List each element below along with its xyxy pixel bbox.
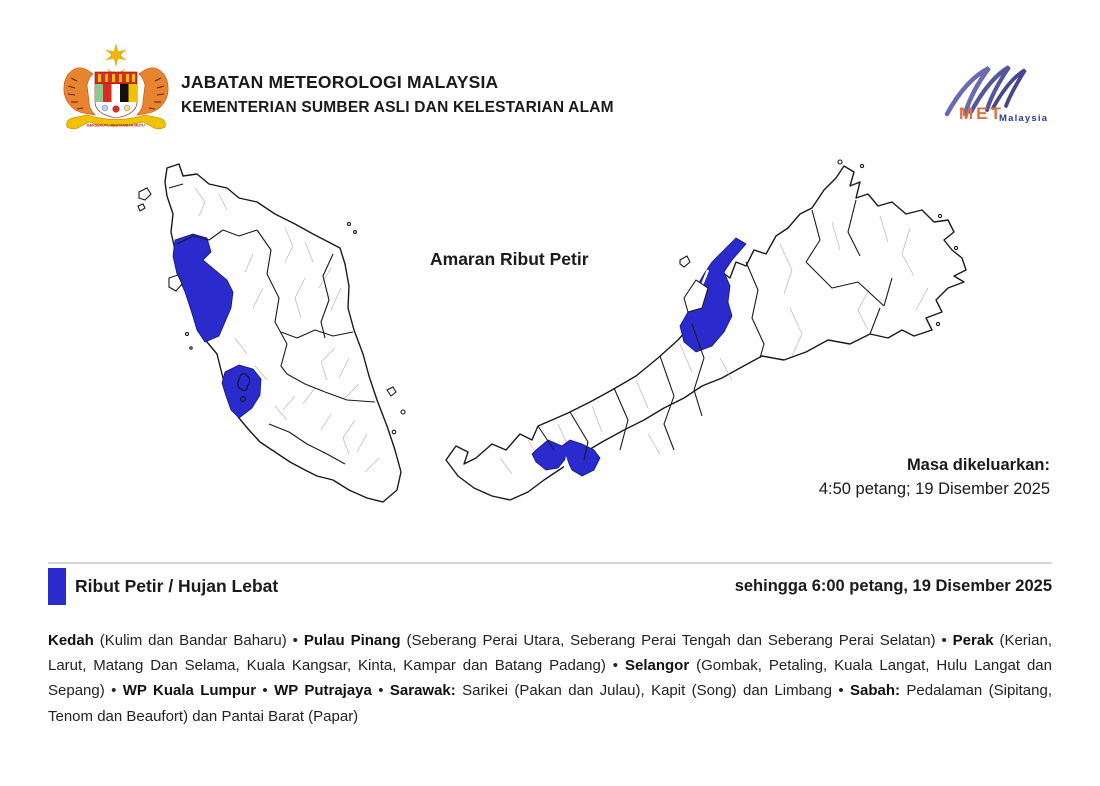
met-logo-text: MET (959, 104, 1004, 123)
ministry-name: KEMENTERIAN SUMBER ASLI DAN KELESTARIAN ALAM (181, 98, 614, 116)
crest-motto-text: BERSEKUTU BERTAMBAH MUTU (87, 123, 145, 128)
legend-valid-until: sehingga 6:00 petang, 19 Disember 2025 (734, 577, 1052, 595)
crest-shield (95, 72, 137, 118)
legend-swatch (48, 568, 66, 605)
legend-divider (48, 562, 1052, 564)
issue-time-block (819, 456, 1050, 499)
met-malaysia-logo (933, 62, 1048, 128)
legend-row (48, 567, 1052, 605)
met-logo-malaysia-text: Malaysia (999, 113, 1048, 124)
issue-time-value: 4:50 petang; 19 Disember 2025 (818, 480, 1050, 498)
legend-label: Ribut Petir / Hujan Lebat (75, 576, 279, 596)
malaysia-coat-of-arms (55, 42, 177, 139)
agency-name: JABATAN METEOROLOGI MALAYSIA (181, 72, 499, 92)
map-title: Amaran Ribut Petir (430, 249, 589, 269)
issue-time-label: Masa dikeluarkan: (906, 456, 1050, 474)
agency-header (181, 71, 614, 119)
warning-text: Kedah (Kulim dan Bandar Baharu) • Pulau Pinang (Seberang Perai Utara, Seberang Perai Tengah dan Seberang Perai Selatan) • Perak (Kerian, Larut, Matang Dan Selama, Kuala Kangsar, Kinta, Kampar dan Batang Padang) • Selangor (Gombak, Petaling, Kuala Langat, Hulu Langat dan Sepang) • WP Kuala Lumpur • WP Putrajaya • Sarawak: Sarikei (Pakan dan Julau), Kapit (Song) dan Limbang • Sabah: Pedalaman (Sipitang, Tenom dan Beaufort) dan Pantai Barat (Papar) (48, 632, 1053, 725)
star-crescent-icon (106, 44, 126, 74)
peninsular-malaysia-map (135, 158, 432, 535)
